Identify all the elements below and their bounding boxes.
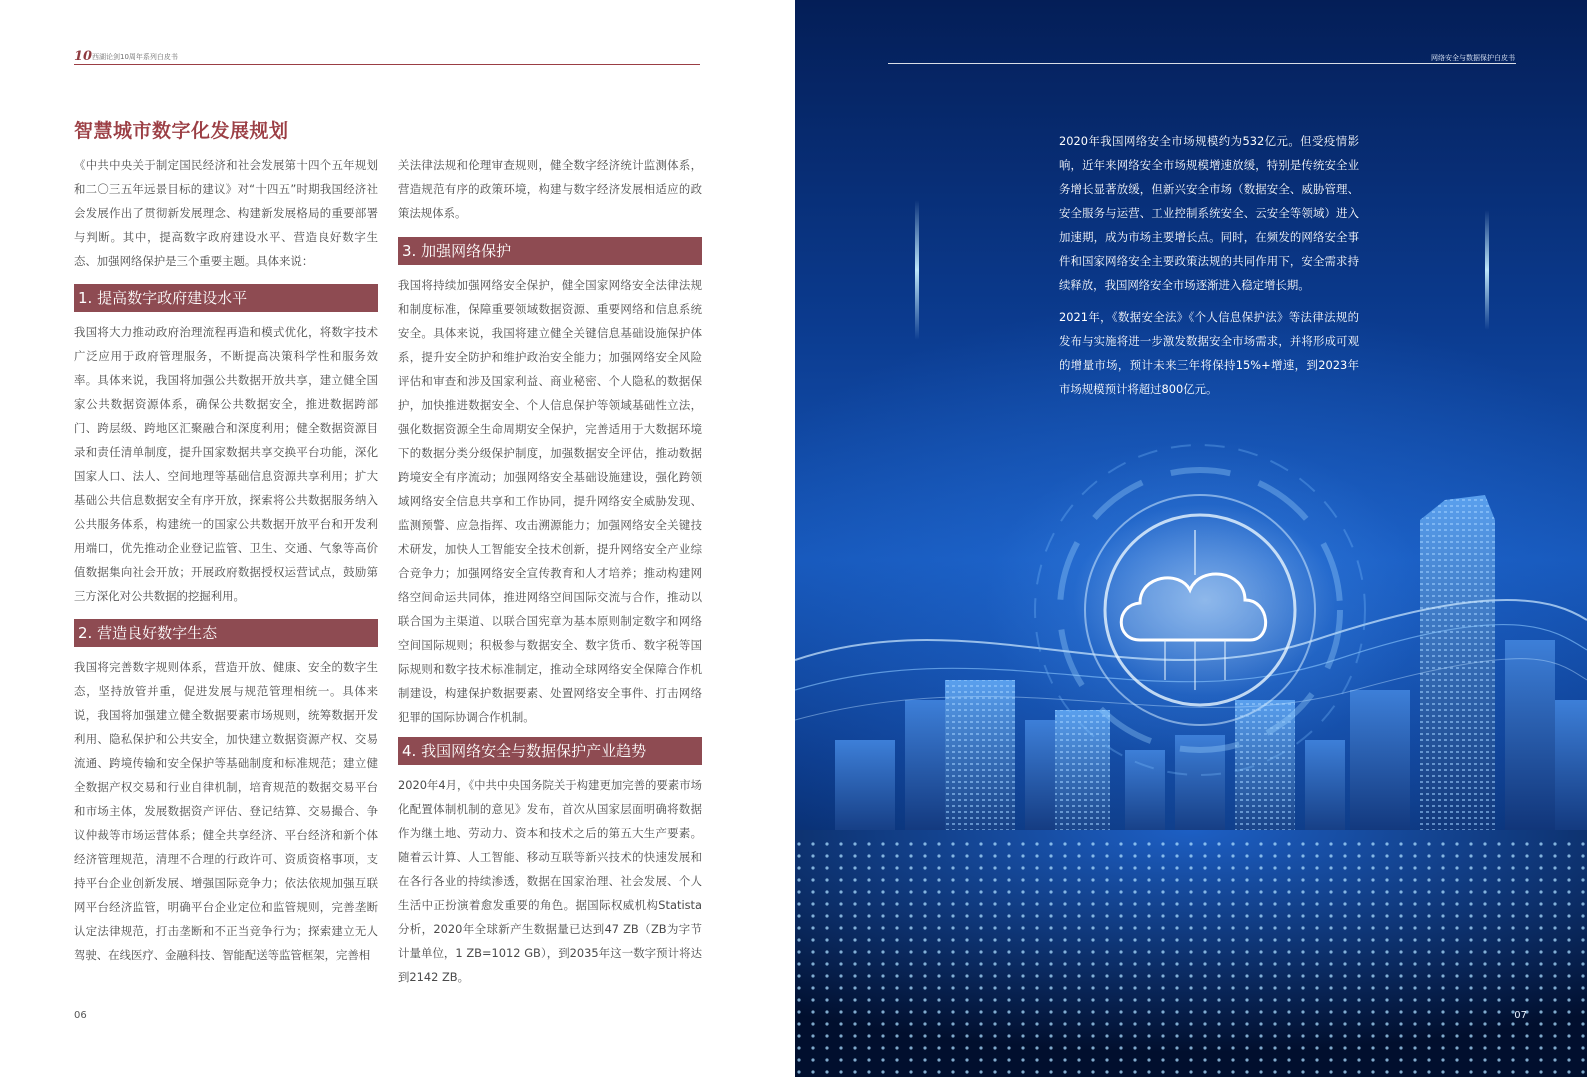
section-heading-3: 3. 加强网络保护 (398, 237, 702, 265)
light-beam-right (1485, 210, 1489, 330)
section-body-2: 我国将完善数字规则体系，营造开放、健康、安全的数字生态，坚持放管并重，促进发展与规范管理相统一。具体来说，我国将加强建立健全数据要素市场规则，统筹数据开发利用、隐私保护和公共安全，加快建立数据资源产权、交易流通、跨境传输和安全保护等基础制度和标准规范；建立健全数据产权交易和行业自律机制，培育规范的数据交易平台和市场主体，发展数据资产评估、登记结算、交易撮合、争议仲裁等市场运营体系；健全共享经济、平台经济和新个体经济管理规范，清理不合理的行政许可、资质资格事项，支持平台企业创新发展、增强国际竞争力；依法依规加强互联网平台经济监管，明确平台企业定位和监管规则，完善垄断认定法律规范，打击垄断和不正当竞争行为；探索建立无人驾驶、在线医疗、金融科技、智能配送等监管框架，完善相 (74, 660, 378, 962)
right-page (795, 0, 1587, 1077)
header-divider (74, 64, 700, 65)
page-number-right: 07 (1514, 1010, 1527, 1021)
header-divider-right (888, 63, 1516, 64)
section-body-1: 我国将大力推动政府治理流程再造和模式优化，将数字技术广泛应用于政府管理服务，不断提高决策科学性和服务效率。具体来说，我国将加强公共数据开放共享，建立健全国家公共数据资源体系，确保公共数据安全，推进数据跨部门、跨层级、跨地区汇聚融合和深度利用；健全数据资源目录和责任清单制度，提升国家数据共享交换平台功能，深化国家人口、法人、空间地理等基础信息资源共享利用；扩大基础公共信息数据安全有序开放，探索将公共数据服务纳入公共服务体系，构建统一的国家公共数据开放平台和开发利用端口，优先推动企业登记监管、卫生、交通、气象等高价值数据集向社会开放；开展政府数据授权运营试点，鼓励第三方深化对公共数据的挖掘利用。 (74, 325, 378, 603)
section-heading-2: 2. 营造良好数字生态 (74, 619, 378, 647)
anniversary-logo: 10 (74, 49, 93, 64)
cloud-icon (1121, 530, 1265, 690)
light-beam-left (915, 200, 919, 340)
page-header (74, 50, 700, 64)
series-title-right: 网络安全与数据保护白皮书 (1431, 54, 1515, 62)
market-paragraph-1: 2020年我国网络安全市场规模约为532亿元。但受疫情影响，近年来网络安全市场规模增速放缓，特别是传统安全业务增长显著放缓，但新兴安全市场（数据安全、威胁管理、安全服务与运营、工业控制系统安全、云安全等领域）进入加速期，成为市场主要增长点。同时，在频发的网络安全事件和国家网络安全主要政策法规的共同作用下，安全需求持续释放，我国网络安全市场逐渐进入稳定增长期。 (1059, 134, 1359, 292)
section-body-4: 2020年4月，《中共中央国务院关于构建更加完善的要素市场化配置体制机制的意见》发布，首次从国家层面明确将数据作为继土地、劳动力、资本和技术之后的第五大生产要素。随着云计算、人工智能、移动互联等新兴技术的快速发展和在各行各业的持续渗透，数据在国家治理、社会发展、个人生活中正扮演着愈发重要的角色。据国际权威机构Statista分析，2020年全球新产生数据量已达到47 ZB（ZB为字节计量单位，1 ZB=1012 GB），到2035年这一数字预计将达到2142 ZB。 (398, 778, 702, 984)
section-heading-1: 1. 提高数字政府建设水平 (74, 284, 378, 312)
intro-paragraph: 《中共中央关于制定国民经济和社会发展第十四个五年规划和二〇三五年远景目标的建议》对“十四五”时期我国经济社会发展作出了贯彻新发展理念、构建新发展格局的重要部署与判断。其中，提高数字政府建设水平、营造良好数字生态、加强网络保护是三个重要主题。具体来说： (74, 158, 378, 268)
series-title: 西湖论剑10周年系列白皮书 (92, 53, 178, 61)
page-number-left: 06 (74, 1010, 87, 1021)
section-heading-4: 4. 我国网络安全与数据保护产业趋势 (398, 737, 702, 765)
market-paragraph-2: 2021年，《数据安全法》《个人信息保护法》等法律法规的发布与实施将进一步激发数据安全市场需求，并将形成可观的增量市场，预计未来三年将保持15%+增速，到2023年市场规模预计将超过800亿元。 (1059, 310, 1359, 396)
section-body-2-continued: 关法律法规和伦理审查规则，健全数字经济统计监测体系，营造规范有序的政策环境，构建与数字经济发展相适应的政策法规体系。 (398, 158, 702, 220)
skyline (835, 495, 1587, 860)
section-body-3: 我国将持续加强网络安全保护，健全国家网络安全法律法规和制度标准，保障重要领域数据资源、重要网络和信息系统安全。具体来说，我国将建立健全关键信息基础设施保护体系，提升安全防护和维护政治安全能力；加强网络安全风险评估和审查和涉及国家利益、商业秘密、个人隐私的数据保护，加快推进数据安全、个人信息保护等领域基础性立法，强化数据资源全生命周期安全保护，完善适用于大数据环境下的数据分类分级保护制度，加强数据安全评估，推动数据跨境安全有序流动；加强网络安全基础设施建设，强化跨领域网络安全信息共享和工作协同，提升网络安全威胁发现、监测预警、应急指挥、攻击溯源能力；加强网络安全关键技术研发，加快人工智能安全技术创新，提升网络安全产业综合竞争力；加强网络安全宣传教育和人才培养；推动构建网络空间命运共同体，推进网络空间国际交流与合作，推动以联合国为主渠道、以联合国宪章为基本原则制定数字和网络空间国际规则；积极参与数据安全、数字货币、数字税等国际规则和数字技术标准制定，推动全球网络安全保障合作机制建设，构建保护数据要素、处置网络安全事件、打击网络犯罪的国际协调合作机制。 (398, 278, 702, 724)
page-title: 智慧城市数字化发展规划 (74, 120, 289, 142)
